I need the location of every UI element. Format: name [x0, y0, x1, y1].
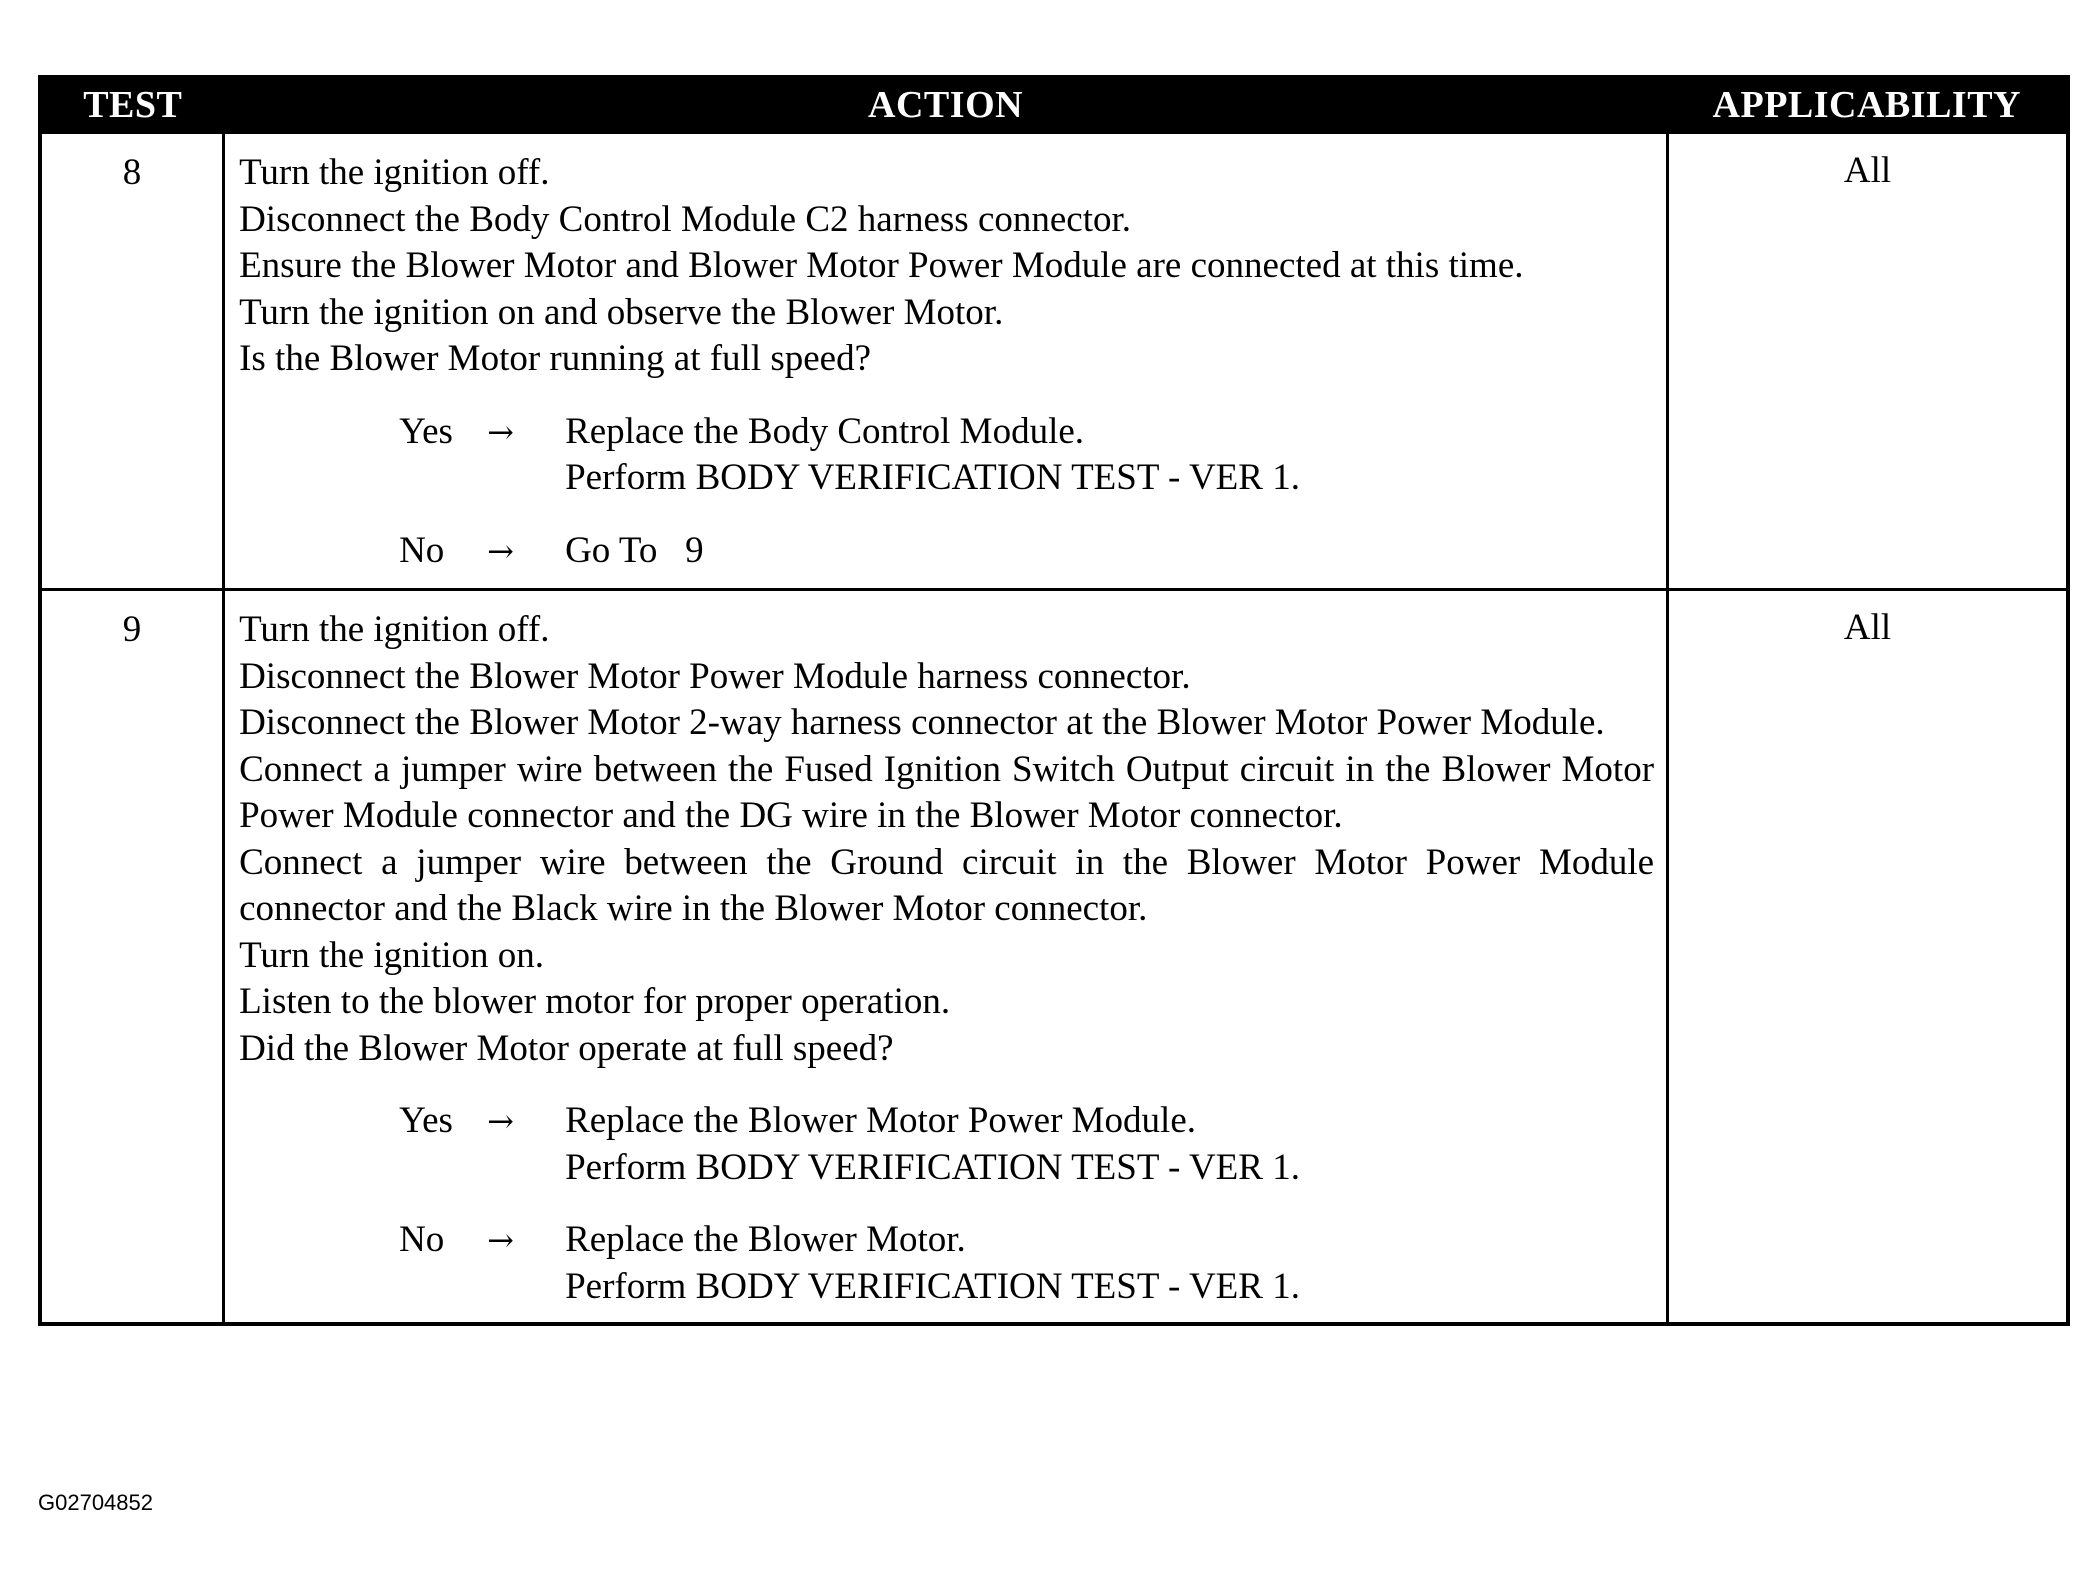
result-outcome [565, 1098, 1654, 1191]
action-cell [224, 590, 1668, 1325]
table-row-test-8 [40, 133, 2068, 590]
result-yes [239, 409, 1654, 502]
action-step: Connect a jumper wire between the Fused Ignition Switch Output circuit in the Blower Motor Power Module connector and the DG wire in the Blower Motor connector. [239, 748, 1655, 836]
action-step: Disconnect the Blower Motor Power Module harness connector. [239, 655, 1191, 697]
answer-label: Yes [399, 410, 453, 452]
outcome-line: Perform BODY VERIFICATION TEST - VER 1. [565, 1265, 1300, 1307]
action-step: Turn the ignition off. [239, 609, 550, 650]
diagnostic-test-table [38, 75, 2070, 1326]
figure-id: G02704852 [38, 1490, 153, 1515]
result-yes [239, 1098, 1654, 1191]
result-outcome [565, 528, 1654, 575]
header-action: ACTION [224, 77, 1668, 133]
table-header-row [40, 77, 2068, 133]
action-step: Connect a jumper wire between the Ground circuit in the Blower Motor Power Module connector and the Black wire in the Blower Motor connector. [239, 841, 1655, 929]
action-cell [224, 133, 1668, 590]
right-arrow-icon: → [487, 1102, 514, 1140]
test-number: 9 [40, 590, 224, 1325]
action-step: Turn the ignition on and observe the Blower Motor. [239, 291, 1004, 333]
answer-label: No [399, 529, 445, 571]
result-outcome [565, 409, 1654, 502]
action-step: Disconnect the Blower Motor 2-way harness connector at the Blower Motor Power Module. [239, 702, 1605, 743]
applicability-value: All [1668, 590, 2068, 1325]
header-applicability: APPLICABILITY [1668, 77, 2068, 133]
outcome-line: Go To 9 [565, 529, 704, 571]
table-row-test-9 [40, 590, 2068, 1325]
result-no [239, 1217, 1654, 1310]
outcome-line: Replace the Body Control Module. [565, 410, 1085, 452]
test-number: 8 [40, 133, 224, 590]
action-step: Turn the ignition on. [239, 934, 545, 976]
answer-label: Yes [399, 1100, 453, 1141]
right-arrow-icon: → [487, 1221, 514, 1259]
answer-label: No [399, 1219, 445, 1260]
right-arrow-icon: → [487, 531, 514, 570]
outcome-line: Perform BODY VERIFICATION TEST - VER 1. [565, 457, 1300, 498]
action-step: Turn the ignition off. [239, 152, 550, 193]
result-outcome [565, 1217, 1654, 1310]
action-step: Ensure the Blower Motor and Blower Motor Power Module are connected at this time. [239, 245, 1524, 286]
outcome-line: Perform BODY VERIFICATION TEST - VER 1. [565, 1146, 1300, 1188]
action-step: Listen to the blower motor for proper operation. [239, 981, 951, 1022]
right-arrow-icon: → [487, 412, 514, 451]
header-test: TEST [40, 77, 224, 133]
applicability-value: All [1668, 133, 2068, 590]
action-step: Did the Blower Motor operate at full speed? [239, 1027, 894, 1069]
outcome-line: Replace the Blower Motor. [565, 1219, 966, 1260]
action-step: Is the Blower Motor running at full speed? [239, 338, 872, 379]
outcome-line: Replace the Blower Motor Power Module. [565, 1100, 1196, 1141]
result-no [239, 528, 1654, 575]
action-step: Disconnect the Body Control Module C2 harness connector. [239, 198, 1132, 240]
